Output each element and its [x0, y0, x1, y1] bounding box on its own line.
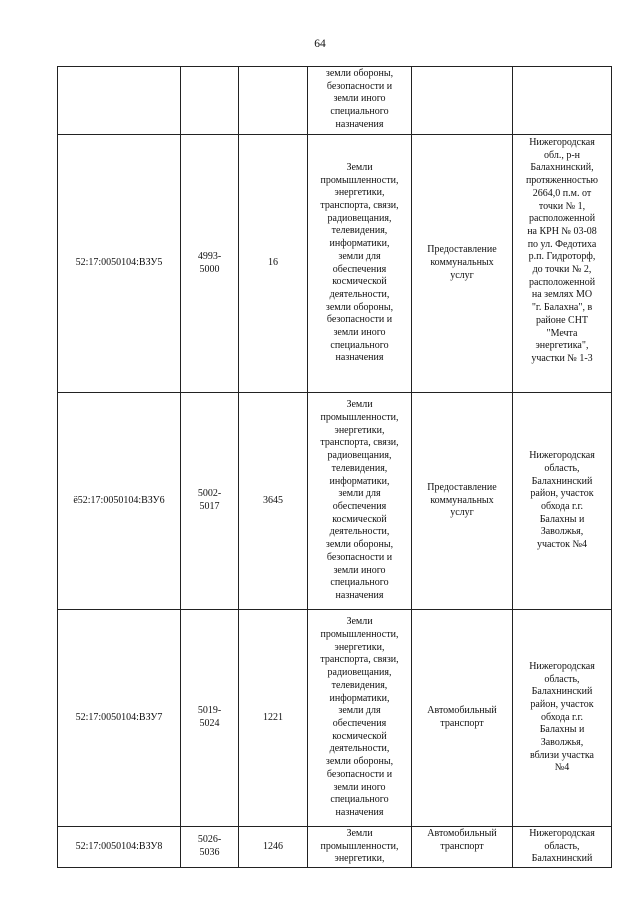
- table-row: [58, 393, 612, 610]
- use-type-cell: Автомобильный транспорт: [412, 827, 513, 868]
- area-cell: [239, 67, 308, 135]
- location-cell: Нижегородская область, Балахнинский район, участок обхода г.г. Балахны и Заволжья, вблизи участка №4: [513, 610, 612, 827]
- area-cell: 3645: [239, 393, 308, 610]
- plot-id-cell: 52:17:0050104:ВЗУ8: [58, 827, 181, 868]
- table-row: [58, 827, 612, 868]
- area-cell: 1221: [239, 610, 308, 827]
- land-category-cell: Земли промышленности, энергетики, транспорта, связи, радиовещания, телевидения, информатики, земли для обеспечения космической деятельности, земли обороны, безопасности и земли иного специального назначения: [308, 135, 412, 393]
- land-plots-table: [57, 66, 612, 868]
- land-category-cell: Земли промышленности, энергетики, транспорта, связи, радиовещания, телевидения, информатики, земли для обеспечения космической деятельности, земли обороны, безопасности и земли иного специального назначения: [308, 393, 412, 610]
- use-type-cell: [412, 67, 513, 135]
- points-cell: 5019- 5024: [181, 610, 239, 827]
- area-cell: 1246: [239, 827, 308, 868]
- table-row: [58, 135, 612, 393]
- points-cell: [181, 67, 239, 135]
- table-row: [58, 67, 612, 135]
- table-row: [58, 610, 612, 827]
- page-number: 64: [314, 38, 326, 50]
- points-cell: 5026- 5036: [181, 827, 239, 868]
- plot-id-cell: 52:17:0050104:ВЗУ5: [58, 135, 181, 393]
- use-type-cell: Предоставление коммунальных услуг: [412, 135, 513, 393]
- plot-id-cell: 52:17:0050104:ВЗУ7: [58, 610, 181, 827]
- location-cell: [513, 67, 612, 135]
- plot-id-cell: [58, 67, 181, 135]
- points-cell: 5002- 5017: [181, 393, 239, 610]
- area-cell: 16: [239, 135, 308, 393]
- use-type-cell: Автомобильный транспорт: [412, 610, 513, 827]
- location-cell: Нижегородская обл., р-н Балахнинский, протяженностью 2664,0 п.м. от точки № 1, расположенной на КРН № 03-08 по ул. Федотиха р.п. Гидроторф, до точки № 2, расположенной на землях МО "г. Балахна", в районе СНТ "Мечта энергетика", участки № 1-3: [513, 135, 612, 393]
- location-cell: Нижегородская область, Балахнинский: [513, 827, 612, 868]
- plot-id-cell: ё52:17:0050104:ВЗУ6: [58, 393, 181, 610]
- use-type-cell: Предоставление коммунальных услуг: [412, 393, 513, 610]
- land-category-cell: земли обороны, безопасности и земли иного специального назначения: [308, 67, 412, 135]
- land-category-cell: Земли промышленности, энергетики, транспорта, связи, радиовещания, телевидения, информатики, земли для обеспечения космической деятельности, земли обороны, безопасности и земли иного специального назначения: [308, 610, 412, 827]
- points-cell: 4993- 5000: [181, 135, 239, 393]
- location-cell: Нижегородская область, Балахнинский район, участок обхода г.г. Балахны и Заволжья, участок №4: [513, 393, 612, 610]
- land-category-cell: Земли промышленности, энергетики,: [308, 827, 412, 868]
